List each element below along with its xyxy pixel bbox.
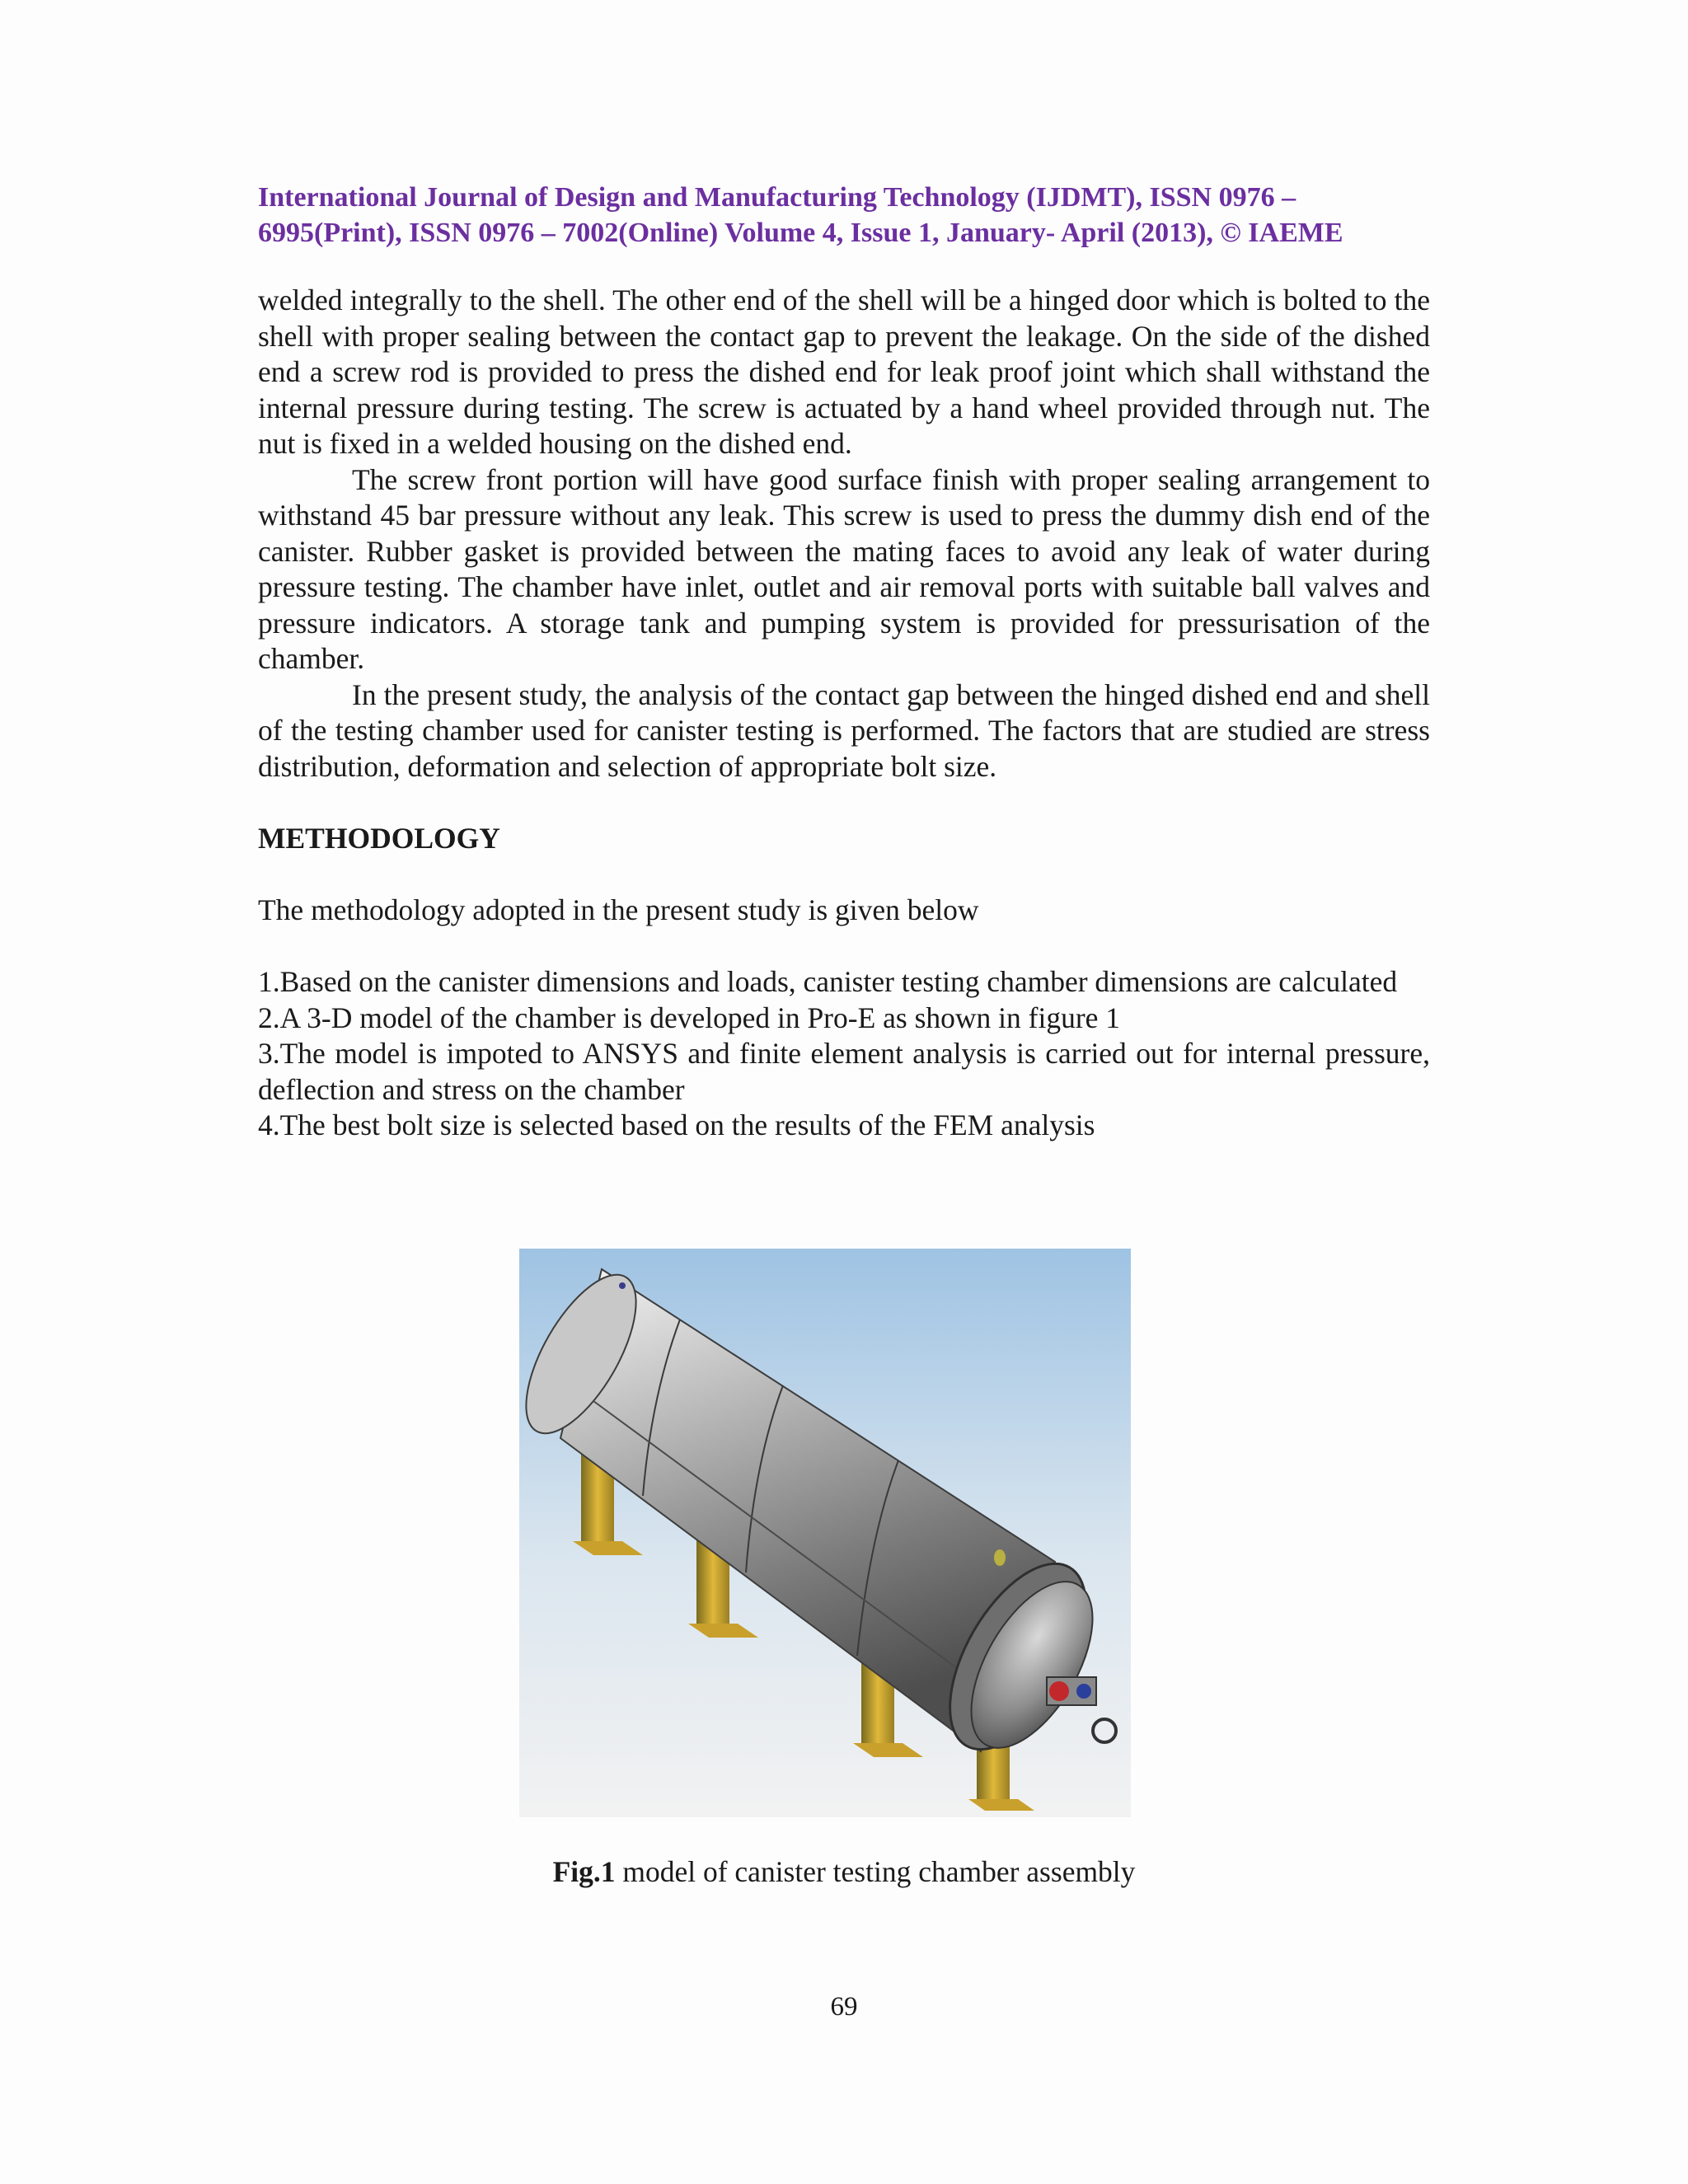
figure-caption — [258, 1854, 1430, 1890]
nozzle-port-1 — [619, 1282, 626, 1289]
methodology-step-2: 2.A 3-D model of the chamber is developed in Pro-E as shown in figure 1 — [258, 1001, 1121, 1034]
body-text-block — [258, 283, 1430, 785]
page-number: 69 — [830, 1992, 858, 2022]
methodology-step-1: 1.Based on the canister dimensions and loads, canister testing chamber dimensions are calculated — [258, 965, 1398, 998]
nozzle-port-2 — [994, 1549, 1006, 1566]
canister-chamber-illustration — [519, 1249, 1131, 1817]
paragraph-1: welded integrally to the shell. The other end of the shell will be a hinged door which is bolted to the shell with proper sealing between the contact gap to prevent the leakage. On the side of the dished end a screw rod is provided to press the dished end for leak proof joint which shall withstand the internal pressure during testing. The screw is actuated by a hand wheel provided through nut. The nut is fixed in a welded housing on the dished end. — [258, 284, 1430, 460]
methodology-steps — [258, 964, 1430, 1144]
methodology-step-3: 3.The model is impoted to ANSYS and finite element analysis is carried out for internal pressure, deflection and stress on the chamber — [258, 1037, 1430, 1106]
journal-header-line-1: International Journal of Design and Manufacturing Technology (IJDMT), ISSN 0976 – — [258, 182, 1296, 213]
figure-caption-text: model of canister testing chamber assembly — [615, 1855, 1136, 1888]
paragraph-2: The screw front portion will have good surface finish with proper sealing arrangement to withstand 45 bar pressure without any leak. This screw is used to press the dummy dish end of the canister. Rubber gasket is provided between the mating faces to avoid any leak of water during pressure testing. The chamber have inlet, outlet and air removal ports with suitable ball valves and pressure indicators. A storage tank and pumping system is provided for pressurisation of the chamber. — [258, 462, 1430, 675]
section-heading: METHODOLOGY — [258, 822, 500, 855]
journal-header — [258, 180, 1430, 251]
methodology-step-4: 4.The best bolt size is selected based on the results of the FEM analysis — [258, 1108, 1095, 1141]
figure-label: Fig.1 — [552, 1855, 616, 1888]
figure-1-image — [519, 1249, 1131, 1817]
paragraph-3: In the present study, the analysis of the contact gap between the hinged dished end and shell of the testing chamber used for canister testing is performed. The factors that are studied are stress distribution, deformation and selection of appropriate bolt size. — [258, 677, 1430, 783]
methodology-intro: The methodology adopted in the present study is given below — [258, 893, 979, 926]
journal-header-line-2: 6995(Print), ISSN 0976 – 7002(Online) Volume 4, Issue 1, January- April (2013), © IAEME — [258, 218, 1343, 248]
